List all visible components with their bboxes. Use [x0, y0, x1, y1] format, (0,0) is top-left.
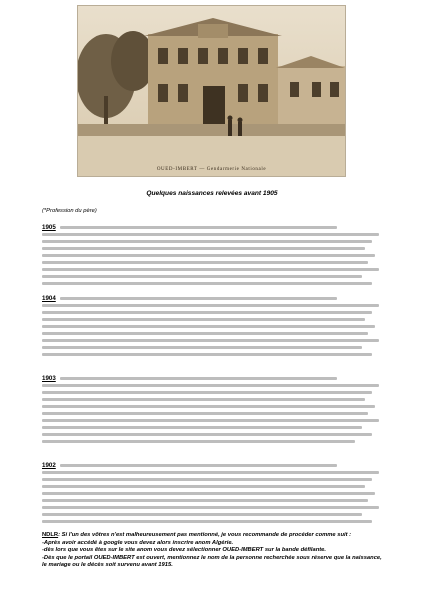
year-section-1904 [42, 295, 382, 361]
text-row-placeholder [42, 384, 379, 387]
text-row-placeholder [42, 398, 365, 401]
ndlr-line: -Après avoir accédé à google vous devez alors inscrire anom Algérie. [42, 539, 234, 546]
text-row-placeholder [42, 254, 375, 257]
text-row-placeholder [42, 311, 372, 314]
text-row-placeholder [42, 332, 368, 335]
photo-caption: OUED-IMBERT — Gendarmerie Nationale [156, 167, 267, 172]
ndlr-line: -dès lors que vous êtes sur le site anom vous devez sélectionner OUED-IMBERT sur la bande défilante. [42, 547, 327, 554]
ndlr-line: -Dès que le portail OUED-IMBERT est ouvert, mentionnez le nom de la personne recherchée sous réserve que la naissance, le mariage ou le décès soit survenu avant 1915. [42, 554, 382, 569]
text-row-placeholder [42, 492, 375, 495]
text-row-placeholder [60, 377, 337, 380]
profession-note: (*Profession du père) [42, 208, 97, 214]
text-row-placeholder [42, 339, 379, 342]
year-section-1902 [42, 462, 382, 528]
text-row-placeholder [42, 478, 372, 481]
year-label: 1904 [42, 295, 56, 302]
year-section-1905 [42, 224, 382, 288]
text-row-placeholder [42, 268, 379, 271]
text-row-placeholder [42, 419, 379, 422]
text-row-placeholder [42, 433, 372, 436]
text-row-placeholder [42, 471, 379, 474]
text-row-placeholder [42, 247, 365, 250]
text-row-placeholder [60, 297, 337, 300]
year-label: 1902 [42, 462, 56, 469]
ndlr-title: NDLR [42, 532, 59, 538]
text-row-placeholder [42, 426, 362, 429]
text-row-placeholder [42, 346, 362, 349]
ndlr-first-line: : Si l'un des vôtres n'est malheureusement pas mentionné, je vous recommande de procéder comme suit : [58, 532, 352, 538]
historic-photo [77, 5, 346, 177]
text-row-placeholder [42, 233, 379, 236]
text-row-placeholder [42, 275, 362, 278]
text-row-placeholder [42, 485, 365, 488]
text-row-placeholder [42, 391, 372, 394]
text-row-placeholder [42, 513, 362, 516]
text-row-placeholder [42, 282, 372, 285]
text-row-placeholder [42, 506, 379, 509]
text-row-placeholder [42, 240, 372, 243]
text-row-placeholder [42, 261, 368, 264]
text-row-placeholder [42, 405, 375, 408]
text-row-placeholder [42, 499, 368, 502]
year-section-1903 [42, 375, 382, 449]
text-row-placeholder [60, 226, 337, 229]
year-label: 1903 [42, 375, 56, 382]
text-row-placeholder [42, 412, 368, 415]
text-row-placeholder [42, 325, 375, 328]
text-row-placeholder [42, 318, 365, 321]
year-label: 1905 [42, 224, 56, 231]
text-row-placeholder [42, 520, 372, 523]
ndlr-note [42, 532, 387, 570]
gendarmerie-building-illustration [78, 6, 345, 176]
text-row-placeholder [42, 353, 372, 356]
text-row-placeholder [60, 464, 337, 467]
text-row-placeholder [42, 304, 379, 307]
page-heading: Quelques naissances relevées avant 1905 [146, 190, 278, 197]
text-row-placeholder [42, 440, 355, 443]
